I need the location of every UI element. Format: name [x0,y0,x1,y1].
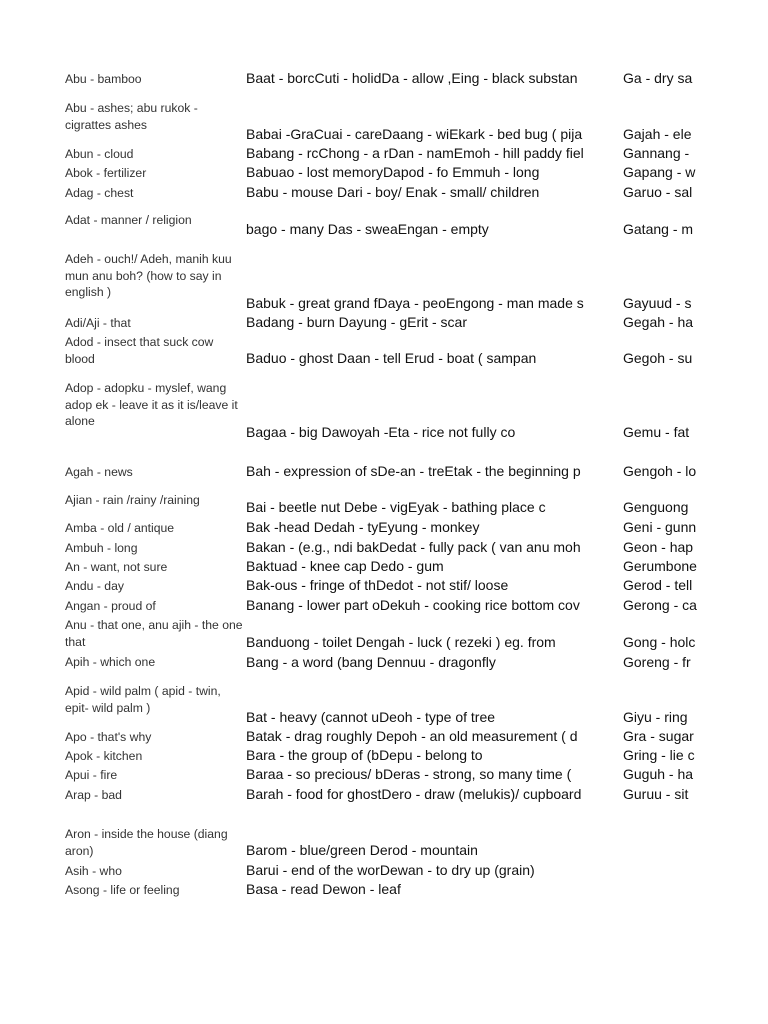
entry-a: Amba - old / antique [65,521,175,535]
entry-b: Baktuad - knee cap Dedo - gum [246,558,444,574]
entry-b: Bang - a word (bang Dennuu - dragonfly [246,654,496,670]
entry-c: Genguong [623,499,689,515]
entry-b: Baraa - so precious/ bDeras - strong, so many time ( [246,766,572,782]
entry-b: Basa - read Dewon - leaf [246,881,401,897]
entry-a: Arap - bad [65,788,122,802]
entry-a: Asih - who [65,864,122,878]
entry-b: bago - many Das - sweaEngan - empty [246,221,489,237]
entry-b: Babai -GraCuai - careDaang - wiEkark - bed bug ( pija [246,126,583,142]
entry-b: Banduong - toilet Dengah - luck ( rezeki ) eg. from [246,634,556,650]
entry-a: Adop - adopku - myslef, wang adop ek - leave it as it is/leave it alone [65,381,238,428]
entry-b: Bakan - (e.g., ndi bakDedat - fully pack ( van anu moh [246,539,581,555]
entry-c: Guruu - sit [623,786,689,802]
entry-b: Barah - food for ghostDero - draw (melukis)/ cupboard [246,786,582,802]
entry-b: Barom - blue/green Derod - mountain [246,842,478,858]
entry-b: Bah - expression of sDe-an - treEtak - the beginning p [246,463,581,479]
entry-a: Angan - proud of [65,599,156,613]
entry-a: Ambuh - long [65,541,138,555]
entry-c: Goreng - fr [623,654,691,670]
entry-a: Apui - fire [65,768,118,782]
entry-b: Bara - the group of (bDepu - belong to [246,747,483,763]
entry-c: Geon - hap [623,539,694,555]
entry-a: Abu - ashes; abu rukok - cigrattes ashes [65,101,198,132]
entry-c: Garuo - sal [623,184,693,200]
entry-a: Aron - inside the house (diang aron) [65,827,228,858]
entry-c: Gajah - ele [623,126,692,142]
entry-b: Babang - rcChong - a rDan - namEmoh - hill paddy fiel [246,145,584,161]
entry-a: Andu - day [65,579,124,593]
entry-b: Bai - beetle nut Debe - vigEyak - bathing place c [246,499,546,515]
entry-a: Adat - manner / religion [65,213,192,227]
entry-c: Geni - gunn [623,519,697,535]
entry-c: Gegah - ha [623,314,694,330]
entry-c: Gegoh - su [623,350,693,366]
entry-c: Ga - dry sa [623,70,693,86]
entry-c: Gerumbone [623,558,697,574]
entry-b: Bat - heavy (cannot uDeoh - type of tree [246,709,496,725]
entry-b: Baduo - ghost Daan - tell Erud - boat ( sampan [246,350,537,366]
entry-a: An - want, not sure [65,560,168,574]
entry-c: Gong - holc [623,634,696,650]
entry-c: Gayuud - s [623,295,692,311]
entry-c: Gannang - [623,145,690,161]
entry-c: Gra - sugar [623,728,694,744]
entry-b: Batak - drag roughly Depoh - an old measurement ( d [246,728,578,744]
entry-a: Anu - that one, anu ajih - the one that [65,618,243,649]
entry-a: Abun - cloud [65,147,134,161]
entry-c: Gapang - w [623,164,696,180]
entry-c: Gring - lie c [623,747,695,763]
entry-a: Agah - news [65,465,133,479]
entry-b: Baat - borcCuti - holidDa - allow ,Eing - black substan [246,70,578,86]
entry-b: Badang - burn Dayung - gErit - scar [246,314,467,330]
entry-b: Barui - end of the worDewan - to dry up (grain) [246,862,535,878]
entry-a: Apih - which one [65,655,156,669]
entry-c: Giyu - ring [623,709,688,725]
entry-b: Bak -head Dedah - tyEyung - monkey [246,519,480,535]
entry-a: Adag - chest [65,186,134,200]
entry-a: Apok - kitchen [65,749,143,763]
entry-b: Babuk - great grand fDaya - peoEngong - man made s [246,295,584,311]
entry-a: Adod - insect that suck cow blood [65,335,214,366]
entry-a: Asong - life or feeling [65,883,180,897]
entry-c: Gerong - ca [623,597,697,613]
entry-a: Abok - fertilizer [65,166,147,180]
entry-a: Apid - wild palm ( apid - twin, epit- wild palm ) [65,684,221,715]
entry-c: Gengoh - lo [623,463,697,479]
entry-a: Ajian - rain /rainy /raining [65,493,200,507]
entry-c: Gemu - fat [623,424,690,440]
entry-c: Gerod - tell [623,577,693,593]
entry-b: Babuao - lost memoryDapod - fo Emmuh - long [246,164,540,180]
entry-b: Bak-ous - fringe of thDedot - not stif/ loose [246,577,509,593]
entry-c: Gatang - m [623,221,694,237]
entry-b: Banang - lower part oDekuh - cooking rice bottom cov [246,597,580,613]
entry-a: Abu - bamboo [65,72,142,86]
entry-a: Adeh - ouch!/ Adeh, manih kuu mun anu boh? (how to say in english ) [65,252,232,299]
entry-b: Bagaa - big Dawoyah -Eta - rice not fully co [246,424,516,440]
entry-c: Guguh - ha [623,766,694,782]
entry-b: Babu - mouse Dari - boy/ Enak - small/ children [246,184,540,200]
entry-a: Apo - that's why [65,730,152,744]
entry-a: Adi/Aji - that [65,316,131,330]
